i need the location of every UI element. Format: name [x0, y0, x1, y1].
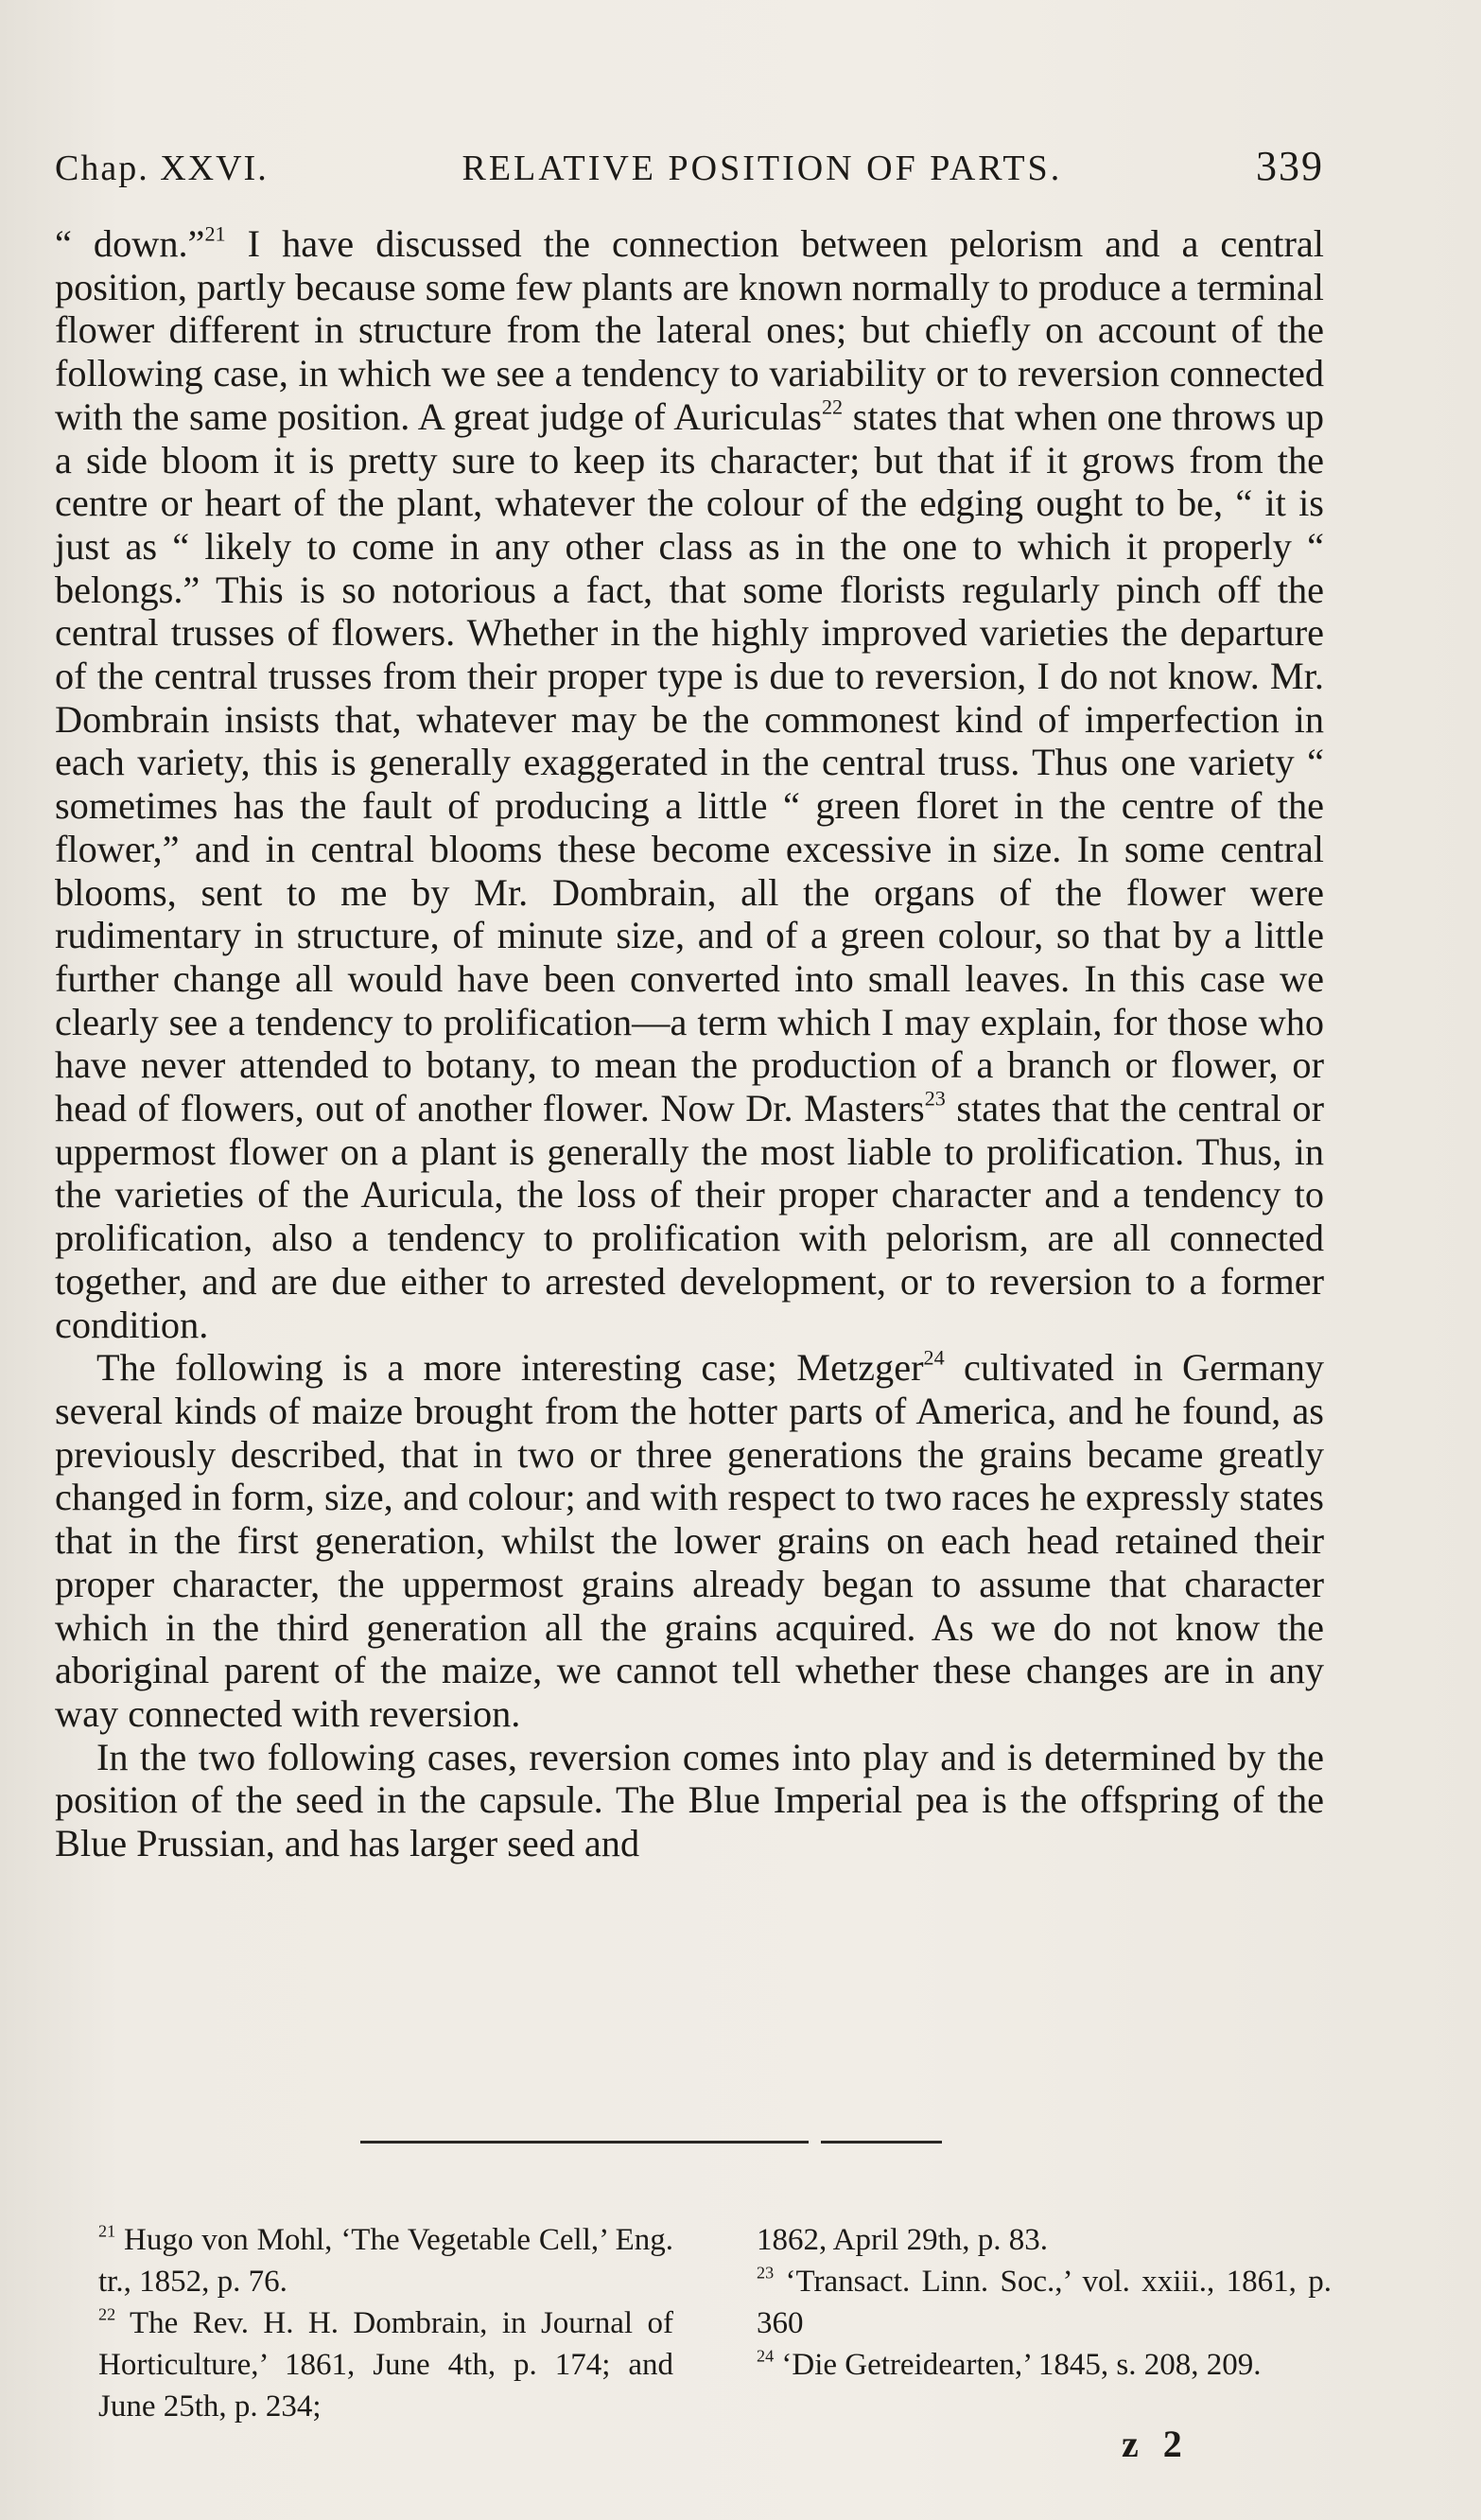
footnote [757, 2344, 1332, 2386]
body-text-run: “ down.” [55, 222, 205, 265]
footnote-text: The Rev. H. H. Dombrain, in Journal of Horticulture,’ 1861, June 4th, p. 174; and June 25th, p. 234; [98, 2306, 673, 2424]
running-title: RELATIVE POSITION OF PARTS. [462, 149, 1063, 188]
footnote-reference: 24 [923, 1345, 945, 1370]
body-text-run: states that when one throws up a side bloom it is pretty sure to keep its character; but that if it grows from the centre or heart of the plant, whatever the colour of the edging ought to be, “ it is just as “ likely to come in any other class as in the one to which it properly “ belongs.” This is so notorious a fact, that some florists regularly pinch off the central trusses of flowers. Whether in the highly improved varieties the departure of the central trusses from their proper type is due to reversion, I do not know. Mr. Dombrain insists that, whatever may be the commonest kind of imperfection in each variety, this is generally exaggerated in the central truss. Thus one variety “ sometimes has the fault of producing a little “ green floret in the centre of the flower,” and in central blooms these become excessive in size. In some central blooms, sent to me by Mr. Dombrain, all the organs of the flower were rudimentary in structure, of minute size, and of a green colour, so that by a little further change all would have been converted into small leaves. In this case we clearly see a tendency to prolification—a term which I may explain, for those who have never attended to botany, to mean the production of a branch or flower, or head of flowers, out of another flower. Now Dr. Masters [55, 394, 1325, 1130]
footnote-text: ‘Transact. Linn. Soc.,’ vol. xxiii., 1861, p. 360 [757, 2265, 1332, 2340]
footnote-mark: 24 [757, 2346, 775, 2366]
footnotes-left-column [98, 2219, 673, 2427]
footnote-text: Hugo von Mohl, ‘The Vegetable Cell,’ Eng. tr., 1852, p. 76. [98, 2223, 673, 2299]
footnote-mark: 22 [98, 2304, 116, 2324]
footnote-reference: 23 [924, 1086, 946, 1111]
body-text-run: I have discussed the connection between pelorism and a central position, partly because some few plants are known normally to produce a terminal flower different in structure from the lateral ones; but chiefly on account of the following case, in which we see a tendency to variability or to reversion connected with the same position. A great judge of Auriculas [55, 222, 1325, 438]
footnote [98, 2219, 673, 2302]
footnotes [98, 2219, 1332, 2427]
running-head [55, 142, 1324, 190]
footnote-text: ‘Die Getreidearten,’ 1845, s. 208, 209. [774, 2348, 1262, 2382]
footnote-mark: 23 [757, 2263, 775, 2283]
footnote-reference: 22 [821, 394, 844, 419]
body-text-run: states that the central or uppermost flower on a plant is generally the most liable to prolification. Thus, in the varieties of the Auricula, the loss of their proper character and a tendency to prolification, also a tendency to prolification with pelorism, are all connected together, and are due either to arrested development, or to reversion to a former condition. [55, 1087, 1324, 1346]
body-paragraph [55, 222, 1324, 1346]
body-paragraph [55, 1346, 1324, 1735]
footnote-continuation: 1862, April 29th, p. 83. [757, 2223, 1049, 2257]
chapter-label: Chap. XXVI. [55, 149, 269, 188]
footnote [757, 2261, 1332, 2344]
body-text-run: The following is a more interesting case; Metzger [96, 1346, 924, 1390]
footnote-mark: 21 [98, 2221, 116, 2241]
footnote-reference: 21 [204, 221, 226, 246]
footnote [98, 2302, 673, 2427]
body-paragraph [55, 1736, 1324, 1865]
footnote-separator [0, 2141, 1481, 2144]
body-text [55, 222, 1324, 1865]
footnote-rule-right [821, 2141, 942, 2144]
body-text-run: In the two following cases, reversion comes into play and is determined by the position of the seed in the capsule. The Blue Imperial pea is the offspring of the Blue Prussian, and has larger seed and [55, 1735, 1324, 1865]
footnote-rule-left [360, 2141, 809, 2144]
signature-mark: z 2 [1122, 2423, 1190, 2465]
page-number: 339 [1255, 143, 1324, 189]
footnotes-right-column [757, 2219, 1332, 2427]
body-text-run: cultivated in Germany several kinds of maize brought from the hotter parts of America, and he found, as previously described, that in two or three generations the grains became greatly changed in form, size, and colour; and with respect to two races he expressly states that in the first generation, whilst the lower grains on each head retained their proper character, the uppermost grains already began to assume that character which in the third generation all the grains acquired. As we do not know the aboriginal parent of the maize, we cannot tell whether these changes are in any way connected with reversion. [55, 1346, 1324, 1735]
